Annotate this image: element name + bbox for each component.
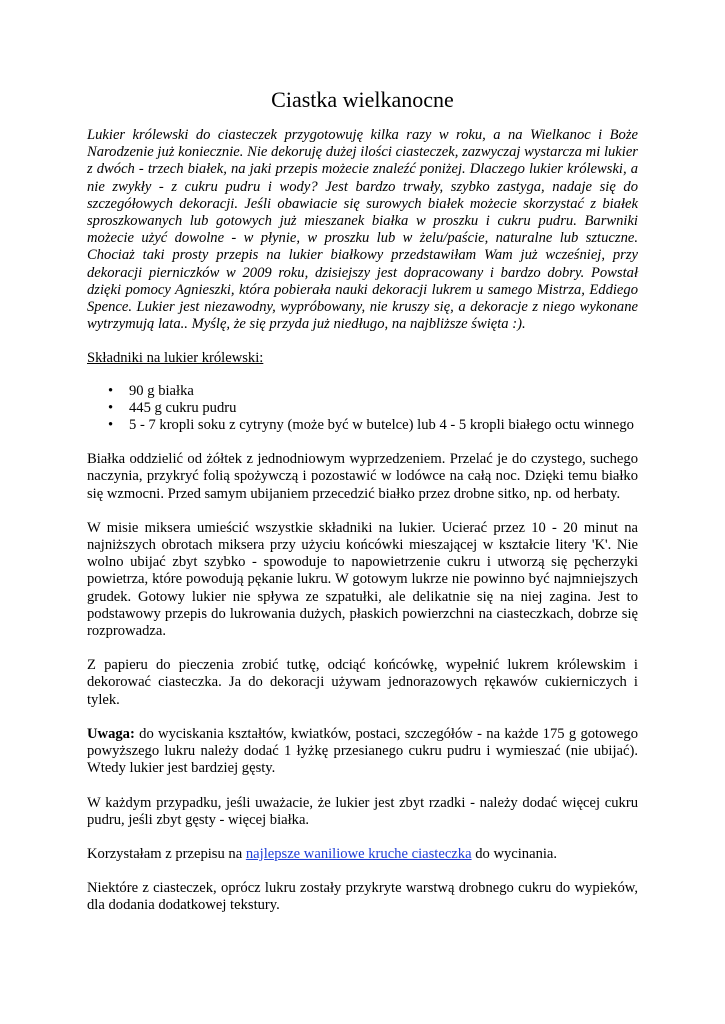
bullet-icon: • xyxy=(108,382,114,399)
source-paragraph xyxy=(87,846,638,863)
list-item xyxy=(108,382,638,400)
paragraph-mixing: W misie miksera umieścić wszystkie składniki na lukier. Ucierać przez 10 - 20 minut na najniższych obrotach miksera przy użyciu końcówki mieszającej w kształcie litery 'K'. Nie wolno ubijać zbyt szybko - spowoduje to napowietrzenie cukru i utworzą się pęcherzyki powietrza, które powodują pękanie lukru. W gotowym lukrze nie powinno być najmniejszych grudek. Gotowy lukier nie spływa ze szpatułki, ale delikatnie się na niej zagina. Jest to podstawowy przepis do lukrowania dużych, płaskich powierzchni na ciasteczkach, dobrze się rozprowadza. xyxy=(87,519,638,640)
ingredient-text: 90 g białka xyxy=(129,382,194,399)
note-text: do wyciskania kształtów, kwiatków, postaci, szczegółów - na każde 175 g gotowego powyższego lukru należy dodać 1 łyżkę przesianego cukru pudru i wymieszać (nie ubijać). Wtedy lukier jest bardziej gęsty. xyxy=(87,725,638,777)
source-prefix: Korzystałam z przepisu na xyxy=(87,845,246,862)
ingredient-text: 445 g cukru pudru xyxy=(129,399,237,416)
ingredients-list xyxy=(87,383,638,435)
source-suffix: do wycinania. xyxy=(471,845,558,862)
paragraph-sugar: Niektóre z ciasteczek, oprócz lukru zostały przykryte warstwą drobnego cukru do wypieków, dla dodania dodatkowej tekstury. xyxy=(87,880,638,914)
ingredients-heading: Składniki na lukier królewski: xyxy=(87,350,264,367)
paragraph-decorating: Z papieru do pieczenia zrobić tutkę, odciąć końcówkę, wypełnić lukrem królewskim i dekorować ciasteczka. Ja do dekoracji używam jednorazowych rękawów cukierniczych i tylek. xyxy=(87,657,638,708)
recipe-link[interactable]: najlepsze waniliowe kruche ciasteczka xyxy=(245,845,472,862)
list-item xyxy=(108,417,638,434)
note-paragraph xyxy=(87,726,638,778)
page-title: Ciastka wielkanocne xyxy=(271,87,454,112)
ingredient-text: 5 - 7 kropli soku z cytryny (może być w butelce) lub 4 - 5 kropli białego octu winnego xyxy=(129,417,634,434)
bullet-icon: • xyxy=(108,399,114,416)
paragraph-egg-whites: Białka oddzielić od żółtek z jednodniowym wyprzedzeniem. Przelać je do czystego, suchego naczynia, przykryć folią spożywczą i pozostawić w lodówce na całą noc. Dzięki temu białko się wzmocni. Przed samym ubijaniem przecedzić białko przez drobne sitko, np. od herbaty. xyxy=(87,451,638,502)
intro-paragraph: Lukier królewski do ciasteczek przygotowuję kilka razy w roku, a na Wielkanoc i Boże Narodzenie już koniecznie. Nie dekoruję dużej ilości ciasteczek, zazwyczaj wystarcza mi lukier z dwóch - trzech białek, na jaki przepis możecie znaleźć poniżej. Dlaczego lukier królewski, a nie zwykły - z cukru pudru i wody? Jest bardzo trwały, szybko zastyga, nadaje się do szczegółowych dekoracji. Jeśli obawiacie się surowych białek możecie skorzystać z białek sproszkowanych lub gotowych już mieszanek białka w proszku i cukru pudru. Barwniki możecie użyć dowolne - w płynie, w proszku lub w żelu/paście, naturalne lub sztuczne. Chociaż taki prosty przepis na lukier białkowy przedstawiłam Wam już wcześniej, przy dekoracji pierniczków w 2009 roku, dzisiejszy jest dopracowany i bardzo dobry. Powstał dzięki pomocy Agnieszki, która pobierała nauki dekoracji lukrem u samego Mistrza, Eddiego Spence. Lukier jest niezawodny, wypróbowany, nie kruszy się, a dekoracje z niego wykonane wytrzymują lata.. Myślę, że się przyda już niedługo, na najbliższe święta :). xyxy=(87,127,638,333)
note-label: Uwaga: xyxy=(87,725,135,742)
document-page xyxy=(87,86,638,932)
bullet-icon: • xyxy=(108,417,114,434)
paragraph-consistency: W każdym przypadku, jeśli uważacie, że lukier jest zbyt rzadki - należy dodać więcej cukru pudru, jeśli zbyt gęsty - więcej białka. xyxy=(87,794,638,828)
list-item xyxy=(108,399,638,417)
